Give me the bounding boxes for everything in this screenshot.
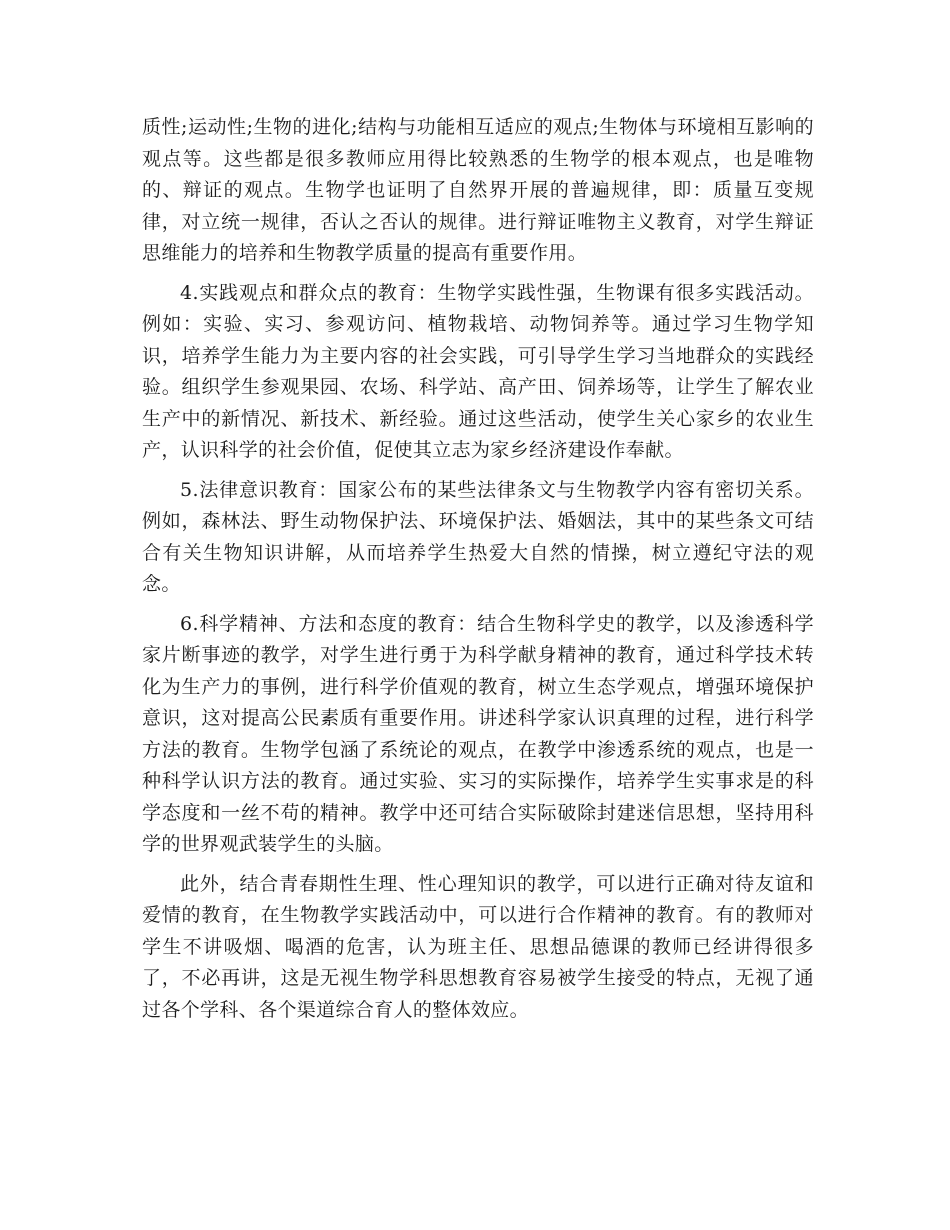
- paragraph-additional-education: 此外，结合青春期性生理、性心理知识的教学，可以进行正确对待友谊和爱情的教育，在生物教学实践活动中，可以进行合作精神的教育。有的教师对学生不讲吸烟、喝酒的危害，认为班主任、思想品德课的教师已经讲得很多了，不必再讲，这是无视生物学科思想教育容易被学生接受的特点，无视了通过各个学科、各个渠道综合育人的整体效应。: [142, 872, 814, 1021]
- paragraph-continuation: 质性;运动性;生物的进化;结构与功能相互适应的观点;生物体与环境相互影响的观点等。这些都是很多教师应用得比较熟悉的生物学的根本观点，也是唯物的、辩证的观点。生物学也证明了自然界开展的普遍规律，即：质量互变规律，对立统一规律，否认之否认的规律。进行辩证唯物主义教育，对学生辩证思维能力的培养和生物教学质量的提高有重要作用。: [142, 116, 814, 264]
- paragraph-legal-education: 5.法律意识教育：国家公布的某些法律条文与生物教学内容有密切关系。例如，森林法、野生动物保护法、环境保护法、婚姻法，其中的某些条文可结合有关生物知识讲解，从而培养学生热爱大自然的情操，树立遵纪守法的观念。: [142, 478, 814, 595]
- paragraph-science-spirit-education: 6.科学精神、方法和态度的教育：结合生物科学史的教学，以及渗透科学家片断事迹的教学，对学生进行勇于为科学献身精神的教育，通过科学技术转化为生产力的事例，进行科学价值观的教育，树立生态学观点，增强环境保护意识，这对提高公民素质有重要作用。讲述科学家认识真理的过程，进行科学方法的教育。生物学包涵了系统论的观点，在教学中渗透系统的观点，也是一种科学认识方法的教育。通过实验、实习的实际操作，培养学生实事求是的科学态度和一丝不苟的精神。教学中还可结合实际破除封建迷信思想，坚持用科学的世界观武装学生的头脑。: [142, 612, 814, 855]
- paragraph-practice-education: 4.实践观点和群众点的教育：生物学实践性强，生物课有很多实践活动。例如：实验、实习、参观访问、植物栽培、动物饲养等。通过学习生物学知识，培养学生能力为主要内容的社会实践，可引导学生学习当地群众的实践经验。组织学生参观果园、农场、科学站、高产田、饲养场等，让学生了解农业生产中的新情况、新技术、新经验。通过这些活动，使学生关心家乡的农业生产，认识科学的社会价值，促使其立志为家乡经济建设作奉献。: [142, 281, 814, 461]
- document-body: [142, 112, 814, 1034]
